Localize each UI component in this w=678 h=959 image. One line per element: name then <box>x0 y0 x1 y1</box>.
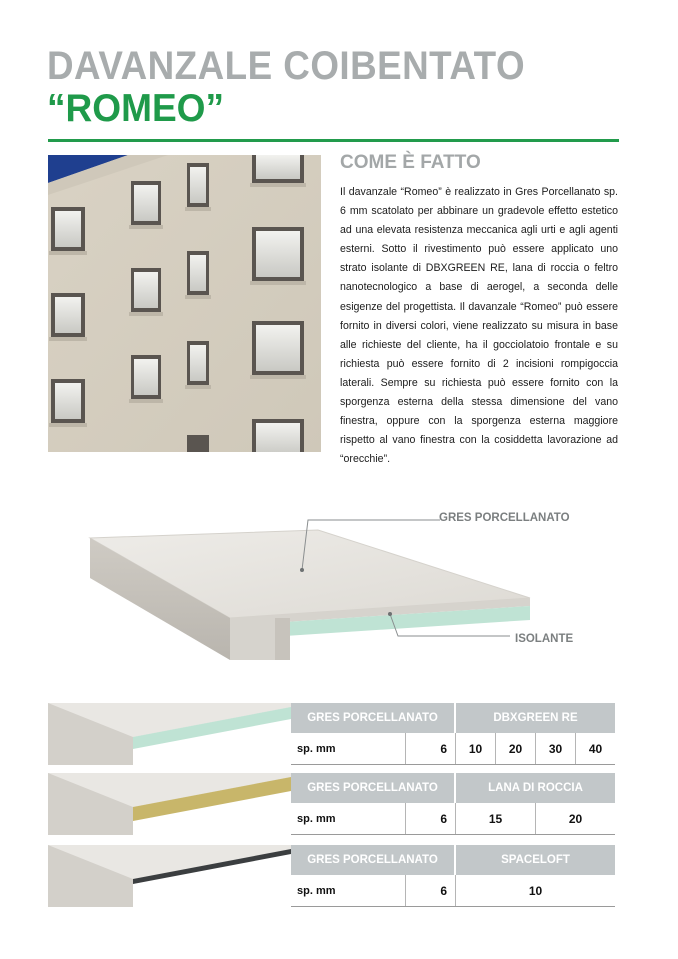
spec-table-lana <box>291 773 615 835</box>
spec-thumb-spaceloft <box>48 845 291 907</box>
dbxgreen-layer-illustration <box>48 703 291 765</box>
title-divider <box>48 139 619 142</box>
spec-value: 10 <box>455 733 495 764</box>
spec-header-gres: GRES PORCELLANATO <box>291 703 454 733</box>
spec-header-row <box>291 773 615 803</box>
building-facade-illustration <box>48 155 321 452</box>
sill-diagram <box>80 500 620 675</box>
spec-header-material: DBXGREEN RE <box>456 703 615 733</box>
spec-header-gres: GRES PORCELLANATO <box>291 773 454 803</box>
spec-table-dbxgreen <box>291 703 615 765</box>
spec-header-material: LANA DI ROCCIA <box>456 773 615 803</box>
spec-thumb-lana <box>48 773 291 835</box>
title-line-1: DAVANZALE COIBENTATO <box>47 44 526 88</box>
spec-unit: sp. mm <box>297 812 336 825</box>
spec-value-row <box>291 733 615 765</box>
spec-value: 40 <box>575 733 615 764</box>
spec-value-row <box>291 803 615 835</box>
spec-value-row <box>291 875 615 907</box>
callout-gres-label: GRES PORCELLANATO <box>439 512 570 524</box>
spec-value: 20 <box>535 803 615 834</box>
title-line-2: “ROMEO” <box>47 87 225 130</box>
spaceloft-layer-illustration <box>48 845 291 907</box>
spec-gres-value: 6 <box>405 875 455 906</box>
spec-header-gres: GRES PORCELLANATO <box>291 845 454 875</box>
spec-value: 20 <box>495 733 535 764</box>
spec-header-row <box>291 703 615 733</box>
spec-gres-value: 6 <box>405 803 455 834</box>
rockwool-layer-illustration <box>48 773 291 835</box>
spec-unit: sp. mm <box>297 884 336 897</box>
spec-unit: sp. mm <box>297 742 336 755</box>
callout-insulation-label: ISOLANTE <box>515 633 574 645</box>
spec-header-row <box>291 845 615 875</box>
spec-value: 15 <box>455 803 535 834</box>
spec-value: 10 <box>455 875 615 906</box>
spec-table-spaceloft <box>291 845 615 907</box>
spec-value: 30 <box>535 733 575 764</box>
description-text: Il davanzale “Romeo” è realizzato in Gres Porcellanato sp. 6 mm scatolato per abbinare un gradevole effetto estetico ad una elevata resistenza meccanica agli urti e agli agenti esterni. Sotto il rivestimento può essere applicato uno strato isolante di DBXGREEN RE, lana di roccia o feltro nanotecnologico a base di aerogel, a seconda delle esigenze del progettista. Il davanzale “Romeo” può essere fornito in diversi colori, viene realizzato su misura in base alle richieste del cliente, ha il gocciolatoio frontale e su richiesta può essere fornito di 2 incisioni rompigoccia laterali. Sempre su richiesta può essere fornito con la sporgenza esterna della stessa dimensione del vano finestra, oppure con la sporgenza esterna maggiore rispetto al vano finestra con la cosiddetta lavorazione ad “orecchie”. <box>340 186 618 466</box>
section-heading: COME È FATTO <box>340 152 481 173</box>
spec-header-material: SPACELOFT <box>456 845 615 875</box>
spec-gres-value: 6 <box>405 733 455 764</box>
sill-cross-section-illustration <box>80 500 620 675</box>
spec-thumb-dbxgreen <box>48 703 291 765</box>
building-photo <box>48 155 321 452</box>
